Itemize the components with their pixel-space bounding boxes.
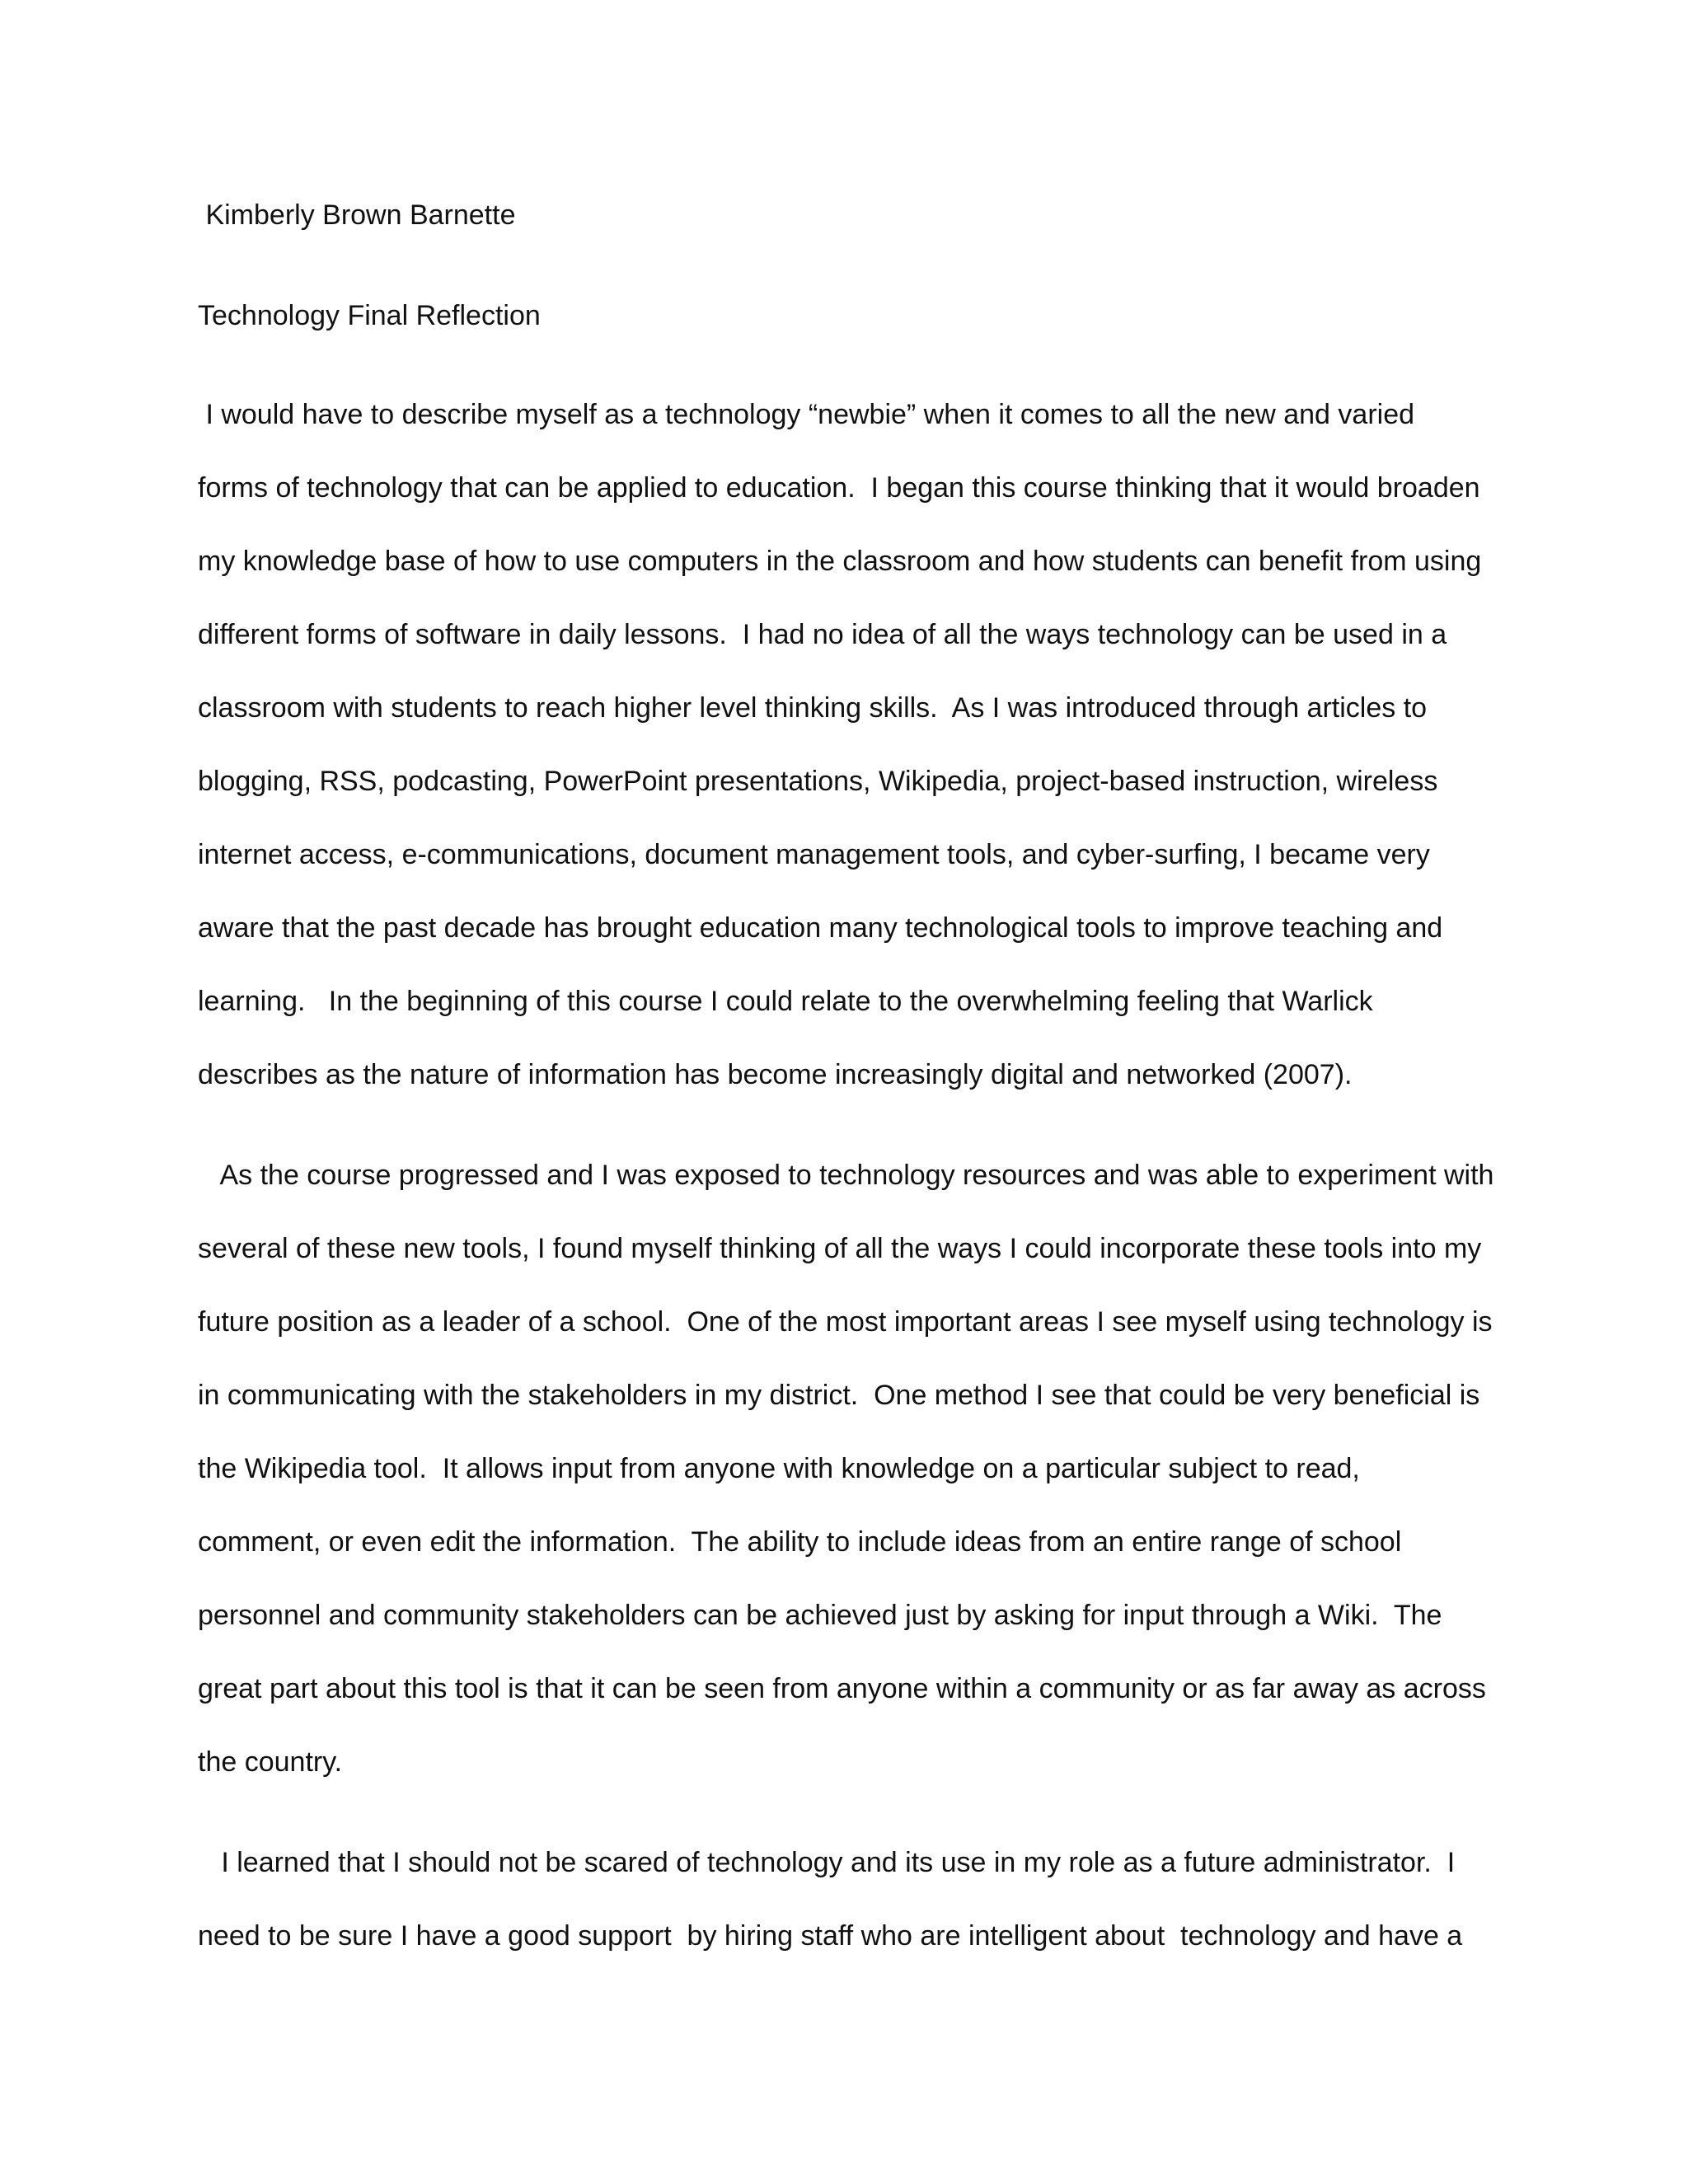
paragraph-line: comment, or even edit the information. The ability to include ideas from an entire range of school bbox=[198, 1526, 1402, 1558]
document-title: Technology Final Reflection bbox=[198, 300, 541, 331]
paragraph-line: the Wikipedia tool. It allows input from anyone with knowledge on a particular subject to read, bbox=[198, 1453, 1360, 1484]
paragraph-line: my knowledge base of how to use computers in the classroom and how students can benefit from using bbox=[198, 546, 1482, 577]
paragraph-line: I learned that I should not be scared of technology and its use in my role as a future administrator. I bbox=[198, 1847, 1456, 1878]
author-name: Kimberly Brown Barnette bbox=[198, 199, 516, 231]
paragraph-line: the country. bbox=[198, 1746, 343, 1778]
paragraph-line: I would have to describe myself as a technology “newbie” when it comes to all the new and varied bbox=[198, 399, 1415, 430]
paragraph-line: forms of technology that can be applied to education. I began this course thinking that it would broaden bbox=[198, 472, 1480, 504]
paragraph-line: in communicating with the stakeholders in my district. One method I see that could be very beneficial is bbox=[198, 1380, 1480, 1411]
paragraph-line: personnel and community stakeholders can be achieved just by asking for input through a Wiki. The bbox=[198, 1600, 1442, 1631]
paragraph-line: As the course progressed and I was exposed to technology resources and was able to experiment with bbox=[198, 1160, 1494, 1191]
paragraph-line: describes as the nature of information has become increasingly digital and networked (2007). bbox=[198, 1059, 1353, 1090]
paragraph-line: future position as a leader of a school. One of the most important areas I see myself using technology is bbox=[198, 1306, 1493, 1338]
paragraph-line: internet access, e-communications, document management tools, and cyber-surfing, I became very bbox=[198, 839, 1430, 870]
paragraph-line: classroom with students to reach higher level thinking skills. As I was introduced through articles to bbox=[198, 692, 1428, 724]
paragraph-line: different forms of software in daily lessons. I had no idea of all the ways technology can be used in a bbox=[198, 619, 1447, 650]
paragraph-line: great part about this tool is that it can be seen from anyone within a community or as far away as across bbox=[198, 1673, 1486, 1704]
paragraph-line: learning. In the beginning of this course I could relate to the overwhelming feeling that Warlick bbox=[198, 986, 1373, 1017]
paragraph-line: aware that the past decade has brought education many technological tools to improve teaching and bbox=[198, 912, 1443, 944]
paragraph-line: need to be sure I have a good support by hiring staff who are intelligent about technology and have a bbox=[198, 1920, 1463, 1952]
paragraph-line: several of these new tools, I found myself thinking of all the ways I could incorporate these tools into my bbox=[198, 1233, 1482, 1264]
paragraph-line: blogging, RSS, podcasting, PowerPoint presentations, Wikipedia, project-based instruction, wireless bbox=[198, 766, 1438, 797]
